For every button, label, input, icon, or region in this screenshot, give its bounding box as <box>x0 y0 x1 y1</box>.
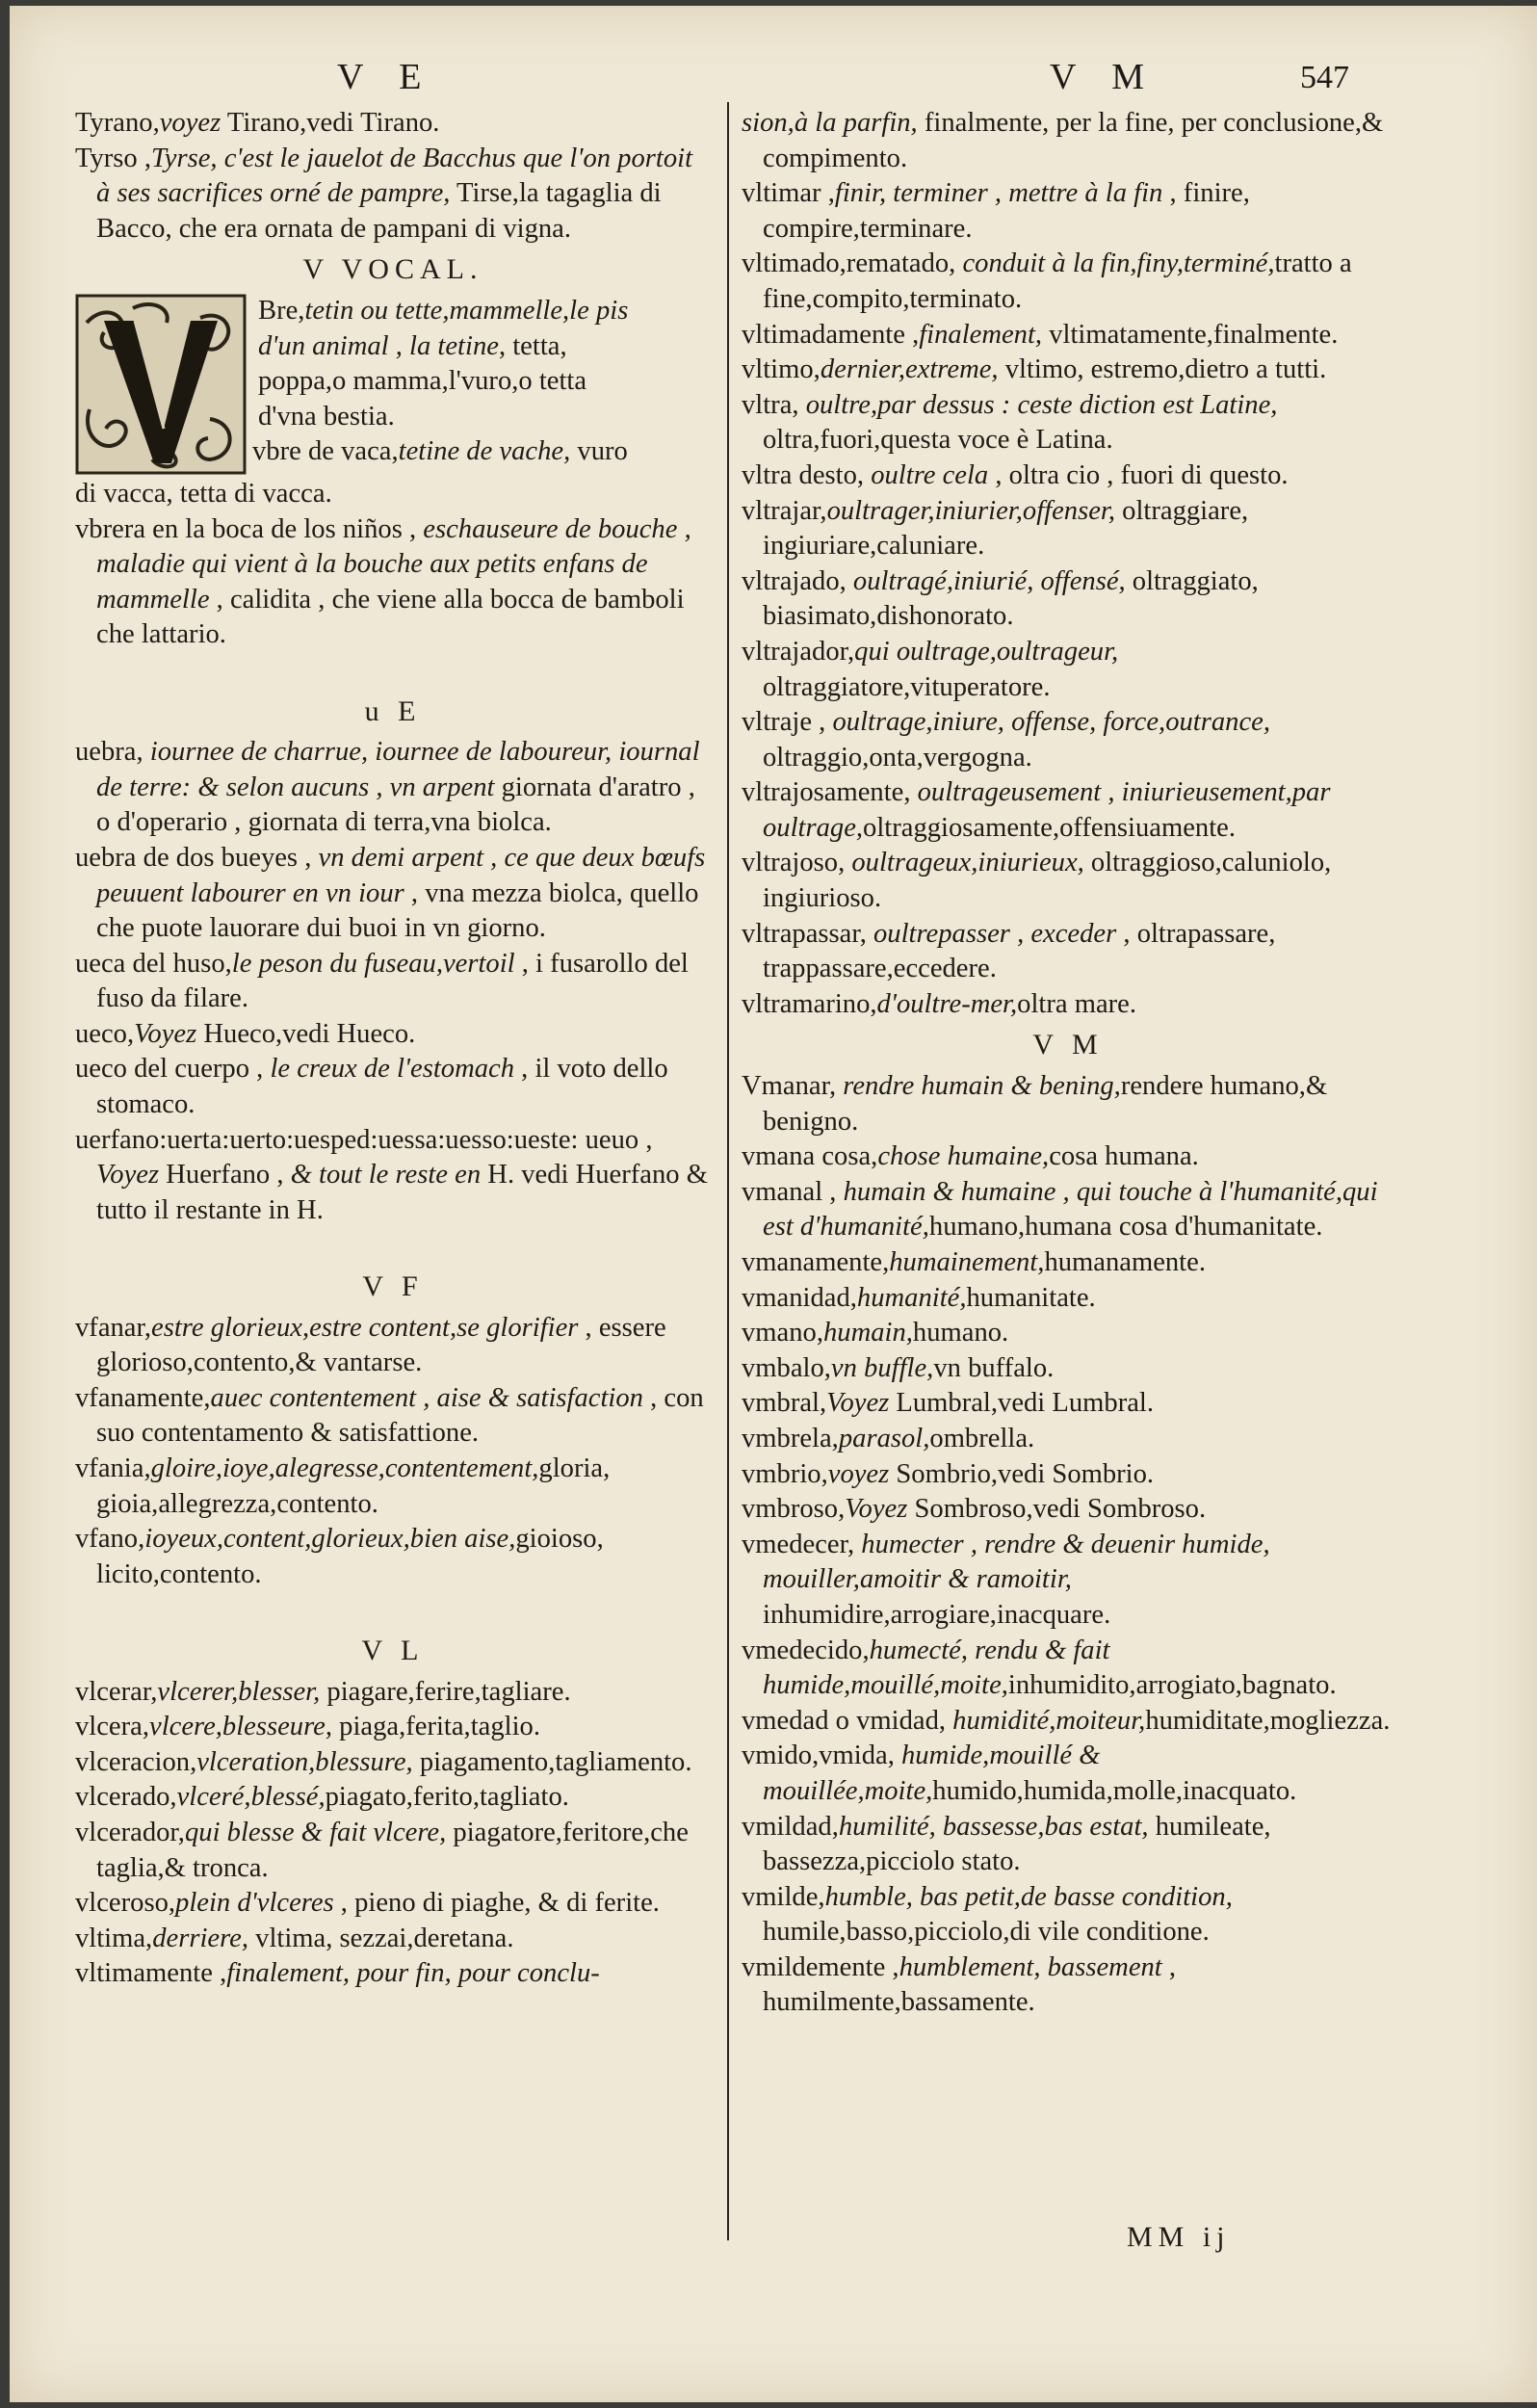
headword: uebra, <box>75 737 143 768</box>
french-gloss: Voyez <box>134 1018 197 1049</box>
french-gloss: sion,à la parfin, <box>742 108 918 138</box>
headword: vlcerador, <box>75 1817 185 1847</box>
dropcap-line <box>258 400 720 435</box>
italian-gloss: humanamente. <box>1044 1247 1206 1277</box>
french-gloss: vn buffle, <box>830 1352 934 1383</box>
italian-gloss: gloria, gioia,allegrezza,contento. <box>96 1453 611 1519</box>
headword: vltimado,rematado, <box>742 249 956 279</box>
headword: Tyrso , <box>75 143 152 173</box>
dictionary-entry <box>742 1281 1394 1317</box>
french-gloss: le creux de l'estomach <box>263 1054 515 1085</box>
italian-gloss: , tetta, <box>498 330 567 361</box>
french-gloss: Tyrse, c'est le jauelot de Bacchus que l'on portoit à ses sacrifices orné de pampre, <box>96 143 693 209</box>
dictionary-entry <box>75 735 711 841</box>
headword: vltimo, <box>742 354 821 385</box>
headword: vltraje , <box>742 707 826 738</box>
italian-gloss: oltraggiosamente,offensiuamente. <box>863 812 1236 843</box>
french-gloss: humilité, bassesse,bas estat, <box>838 1811 1149 1842</box>
headword: vmbrela, <box>742 1423 839 1453</box>
french-gloss: voyez <box>827 1458 890 1489</box>
french-gloss: iournee de charrue, iournee de laboureur, iournal de terre: & selon aucuns , vn arpent <box>96 737 700 802</box>
french-gloss: oultre cela <box>864 459 989 490</box>
dictionary-entry <box>75 1311 711 1381</box>
french-gloss: oultrepasser , exceder <box>866 918 1117 949</box>
headword: vltramarino, <box>742 988 877 1019</box>
dictionary-entry <box>75 1922 711 1957</box>
italian-gloss: vltima, sezzai,deretana. <box>248 1923 514 1953</box>
italian-gloss: oltraggiatore,vituperatore. <box>763 671 1051 702</box>
italian-gloss: humiditate,mogliezza. <box>1145 1705 1391 1736</box>
headword: vmildemente , <box>742 1951 899 1982</box>
french-gloss: Voyez <box>845 1494 908 1525</box>
french-gloss: ioyeux,content,glorieux,bien aise, <box>144 1524 516 1555</box>
headword: vltrajosamente, <box>742 777 911 808</box>
dictionary-entry <box>75 841 711 947</box>
french-gloss: vlcere,blesseure, <box>149 1712 333 1742</box>
french-gloss: & tout le reste en <box>290 1160 482 1191</box>
french-gloss: vlceré,blessé, <box>176 1782 326 1813</box>
french-gloss: oultrageux,iniurieux, <box>845 848 1084 878</box>
italian-gloss: piaga,ferita,taglio. <box>332 1712 540 1742</box>
french-gloss: qui oultrage,oultrageur, <box>854 636 1119 667</box>
dictionary-entry <box>75 947 711 1017</box>
french-gloss: plein d'vlceres <box>175 1888 334 1919</box>
headword: vltrajador, <box>742 636 855 667</box>
french-gloss: vn demi arpent , ce que deux bœufs peuuent labourer en vn iour <box>96 842 706 908</box>
dictionary-entry <box>742 1351 1394 1387</box>
running-head-left: V E <box>337 57 435 97</box>
french-gloss: eschauseure de bouche , maladie qui vient à la bouche aux petits enfans de mammelle <box>96 513 691 615</box>
italian-gloss: vltimatamente,finalmente. <box>1042 319 1339 350</box>
dictionary-entry <box>742 353 1394 388</box>
italian-gloss: cosa humana. <box>1049 1141 1199 1172</box>
italian-gloss: oltra,fuori,questa voce è Latina. <box>763 425 1113 456</box>
french-gloss: Voyez <box>96 1160 160 1191</box>
dictionary-entry <box>742 458 1394 494</box>
headword: vltra, <box>742 389 799 420</box>
italian-gloss: ombrella. <box>929 1423 1035 1453</box>
italian-gloss: tratto a fine,compito,terminato. <box>763 249 1352 314</box>
italian-gloss: oltraggio,onta,vergogna. <box>763 742 1032 772</box>
headword: vfano, <box>75 1524 145 1555</box>
italian-gloss: Hueco,vedi Hueco. <box>196 1018 416 1049</box>
italian-gloss: , con suo contentamento & satisfattione. <box>96 1382 704 1449</box>
italian-gloss: , il voto dello stomaco. <box>96 1054 668 1120</box>
headword: vmilde, <box>742 1881 825 1912</box>
italian-gloss: rendere humano,& benigno. <box>763 1071 1328 1137</box>
headword: vltrajoso, <box>742 848 846 878</box>
italian-gloss: inhumidito,arrogiato,bagnato. <box>1007 1670 1337 1701</box>
french-gloss: vlceration,blessure, <box>196 1746 413 1777</box>
french-gloss: oultre,par dessus : ceste diction est Latine, <box>798 389 1278 420</box>
french-gloss: humain, <box>822 1318 913 1348</box>
headword: vltima, <box>75 1923 153 1953</box>
section-heading: u E <box>364 694 422 727</box>
italian-gloss: humileate, bassezza,picciolo stato. <box>763 1811 1271 1877</box>
french-gloss: humidité,moiteur, <box>946 1705 1146 1736</box>
french-gloss: finalement, pour fin, pour conclu- <box>226 1958 600 1989</box>
french-gloss: d'oultre-mer, <box>876 988 1018 1019</box>
dictionary-entry <box>742 388 1394 458</box>
dropcap-frame <box>75 294 247 475</box>
italian-gloss: , oltra cio , fuori di questo. <box>988 459 1289 490</box>
signature-mark: MM ij <box>1127 2221 1231 2253</box>
french-gloss: humecté, rendu & fait humide,mouillé,moite, <box>763 1635 1110 1701</box>
italian-gloss: Tirano,vedi Tirano. <box>221 108 440 138</box>
italian-gloss: humano. <box>912 1318 1009 1348</box>
italian-gloss: giornata d'aratro , o d'operario , giornata di terra,vna biolca. <box>96 772 695 838</box>
headword: vlcerado, <box>75 1782 177 1813</box>
french-gloss: qui blesse & fait vlcere, <box>184 1817 447 1847</box>
dictionary-entry <box>742 1810 1394 1880</box>
italian-gloss: inhumidire,arrogiare,inacquare. <box>763 1599 1111 1630</box>
headword: ueca del huso, <box>75 948 232 979</box>
dictionary-entry <box>742 1069 1394 1139</box>
headword: vfanar, <box>75 1312 152 1343</box>
headword: Tyrano, <box>75 108 160 138</box>
italian-gloss: humido,humida,molle,inacquato. <box>932 1775 1297 1806</box>
headword: vlceracion, <box>75 1746 197 1777</box>
french-gloss: gloire,ioye,alegresse,contentement, <box>150 1453 539 1483</box>
italian-gloss: finalmente, per la fine, per conclusione,& compimento. <box>763 108 1384 173</box>
french-gloss: oultrager,iniurier,offenser, <box>826 495 1116 526</box>
french-gloss: voyez <box>159 108 221 138</box>
dictionary-entry <box>75 1675 711 1711</box>
headword: Vmanar, <box>742 1071 837 1102</box>
dropcap-tail-line <box>252 434 628 470</box>
dictionary-entry <box>742 635 1394 705</box>
headword: d'vna bestia. <box>258 401 395 432</box>
dictionary-entry <box>742 1316 1394 1351</box>
dictionary-entry <box>742 1175 1394 1245</box>
headword: vmildad, <box>742 1811 839 1842</box>
french-gloss: humble, bas petit,de basse condition, <box>824 1881 1233 1912</box>
french-gloss: derriere, <box>152 1923 249 1953</box>
dictionary-entry <box>742 1880 1394 1950</box>
section-heading: V M <box>1032 1029 1104 1061</box>
headword: ueco del cuerpo , <box>75 1054 264 1085</box>
dictionary-entry <box>742 1422 1394 1457</box>
french-gloss: chose humaine, <box>877 1141 1050 1172</box>
headword: vlceroso, <box>75 1888 176 1919</box>
headword: vltrajado, <box>742 565 847 596</box>
book-page <box>10 6 1537 2402</box>
dictionary-entry <box>742 494 1394 564</box>
dictionary-entry <box>742 1492 1394 1528</box>
italian-gloss: , essere glorioso,contento,& vantarse. <box>96 1312 666 1378</box>
french-gloss: Voyez <box>826 1388 890 1419</box>
headword: vltimadamente , <box>742 319 920 350</box>
italian-gloss: humano,humana cosa d'humanitate. <box>928 1212 1323 1243</box>
dictionary-entry <box>742 564 1394 635</box>
dictionary-entry <box>742 1739 1394 1809</box>
section-heading: V F <box>362 1270 424 1303</box>
french-gloss: humain & humaine , qui touche à l'humanité,qui est d'humanité, <box>763 1176 1378 1243</box>
italian-gloss: , finire, compire,terminare. <box>763 178 1250 244</box>
dropcap-line <box>258 294 720 329</box>
italian-gloss: gioioso, licito,contento. <box>96 1524 604 1589</box>
italian-gloss: piagatore,feritore,che taglia,& tronca. <box>96 1817 689 1883</box>
headword: vmano, <box>742 1318 823 1348</box>
dropcap-line <box>258 364 720 400</box>
headword: uebra de dos bueyes , <box>75 842 312 873</box>
dropcap-line <box>258 329 720 365</box>
italian-gloss: humanitate. <box>966 1282 1096 1313</box>
italian-gloss: H. vedi Huerfano & tutto il restante in H. <box>96 1160 708 1225</box>
dictionary-entry <box>742 846 1394 916</box>
italian-gloss: vltimo, estremo,dietro a tutti. <box>998 354 1327 385</box>
dictionary-entry <box>75 1123 711 1229</box>
spacer <box>75 1592 711 1628</box>
headword: vmbroso, <box>742 1494 846 1525</box>
dictionary-entry <box>75 1886 711 1922</box>
page-number: 547 <box>1300 60 1349 95</box>
french-gloss: parasol, <box>838 1423 930 1453</box>
section-heading: V VOCAL. <box>302 253 483 286</box>
headword: vmedecer, <box>742 1529 855 1559</box>
headword: vltimar , <box>742 178 835 209</box>
french-gloss: tetin ou tette,mammelle,le pis <box>304 295 629 326</box>
dictionary-entry <box>75 1816 711 1886</box>
headword: vmbrio, <box>742 1458 828 1489</box>
italian-gloss: oltra mare. <box>1017 988 1137 1019</box>
italian-gloss: , humilmente,bassamente. <box>763 1951 1177 2018</box>
french-gloss: humide,mouillé & mouillée,moite, <box>763 1741 1101 1806</box>
dictionary-entry <box>742 1528 1394 1634</box>
dictionary-entry <box>75 1956 711 1992</box>
headword: vmbalo, <box>742 1352 831 1383</box>
italian-gloss: vuro <box>570 435 628 466</box>
dropcap-lines <box>258 294 720 434</box>
headword: vfania, <box>75 1453 151 1483</box>
headword: vltra desto, <box>742 459 865 490</box>
french-gloss: conduit à la fin,finy,terminé, <box>955 249 1275 279</box>
headword: vbre de vaca, <box>252 435 399 466</box>
dictionary-entry <box>742 318 1394 353</box>
headword: vlcerar, <box>75 1676 158 1707</box>
initial-letter-entry <box>75 294 711 477</box>
running-head-right: V M <box>1050 57 1159 97</box>
dictionary-entry <box>742 1950 1394 2021</box>
dictionary-entry <box>742 1634 1394 1704</box>
dictionary-entry <box>75 1745 711 1781</box>
dictionary-entry <box>75 142 711 248</box>
headword: vlcera, <box>75 1712 149 1742</box>
dictionary-entry <box>742 1245 1394 1281</box>
headword: vmido,vmida, <box>742 1741 895 1771</box>
french-gloss: estre glorieux,estre content,se glorifier <box>151 1312 579 1343</box>
french-gloss: vlcerer,blesser, <box>157 1676 321 1707</box>
dictionary-entry <box>742 987 1394 1023</box>
dictionary-entry <box>742 176 1394 247</box>
headword: vmbral, <box>742 1388 827 1419</box>
italian-gloss: piagare,ferire,tagliare. <box>320 1676 571 1707</box>
italian-gloss: Sombrio,vedi Sombrio. <box>889 1458 1155 1489</box>
italian-gloss: piagato,ferito,tagliato. <box>325 1782 569 1813</box>
headword: vltrapassar, <box>742 918 867 949</box>
spacer <box>75 1228 711 1264</box>
french-gloss: dernier,extreme, <box>820 354 999 385</box>
right-column <box>742 106 1394 2021</box>
section-heading: V L <box>361 1634 425 1666</box>
dictionary-entry <box>75 1381 711 1452</box>
french-gloss: tetine de vache, <box>398 435 571 466</box>
italian-gloss: Lumbral,vedi Lumbral. <box>889 1388 1155 1419</box>
french-gloss: humainement, <box>889 1247 1045 1277</box>
spacer <box>75 653 711 689</box>
italian-gloss: , pieno di piaghe, & di ferite. <box>333 1888 660 1919</box>
french-gloss: auec contentement , aise & satisfaction <box>210 1382 643 1413</box>
headword: vmedecido, <box>742 1635 870 1665</box>
headword: vltimamente , <box>75 1958 227 1989</box>
headword: vmana cosa, <box>742 1141 878 1172</box>
ornamental-initial-v <box>75 294 247 475</box>
headword: vmanamente, <box>742 1247 890 1277</box>
headword: vmedad o vmidad, <box>742 1705 947 1736</box>
dictionary-entry <box>742 917 1394 987</box>
italian-gloss: oltraggiare, ingiuriare,caluniare. <box>763 495 1249 562</box>
italian-gloss: oltraggioso,caluniolo, ingiurioso. <box>763 848 1332 914</box>
italian-gloss: vn buffalo. <box>933 1352 1055 1383</box>
headword: vltrajar, <box>742 495 827 526</box>
french-gloss: humecter , rendre & deuenir humide, mouiller,amoitir & ramoitir, <box>763 1529 1270 1595</box>
french-gloss: humblement, bassement <box>899 1951 1162 1982</box>
french-gloss: humanité, <box>856 1282 967 1313</box>
dictionary-entry <box>742 1704 1394 1740</box>
french-gloss: oultrage,iniure, offense, force,outrance, <box>825 707 1270 738</box>
dictionary-entry <box>75 1710 711 1745</box>
french-gloss: le peson du fuseau,vertoil <box>231 948 515 979</box>
french-gloss: oultragé,iniurié, offensé, <box>846 565 1126 596</box>
italian-gloss: Tirse,la tagaglia di Bacco, che era ornata de pampani di vigna. <box>96 178 662 244</box>
dictionary-entry <box>742 247 1394 317</box>
dictionary-entry <box>75 1452 711 1522</box>
headword: ueco, <box>75 1018 135 1049</box>
entry-continuation: di vacca, tetta di vacca. <box>75 478 332 509</box>
left-column <box>75 106 711 1992</box>
headword: vmanal , <box>742 1176 837 1207</box>
french-gloss: rendre humain & bening, <box>836 1071 1121 1102</box>
french-gloss: oultrageusement , iniurieusement,par oultrage, <box>763 777 1331 843</box>
dictionary-entry <box>75 106 711 142</box>
french-gloss: d'un animal , la tetine <box>258 330 499 361</box>
italian-gloss: piagamento,tagliamento. <box>412 1746 692 1777</box>
headword: uerfano:uerta:uerto:uesped:uessa:uesso:ueste: ueuo , <box>75 1124 653 1155</box>
french-gloss: finir, terminer , mettre à la fin <box>834 178 1163 209</box>
italian-gloss: , calidita , che viene alla bocca de bamboli che lattario. <box>96 584 685 650</box>
italian-gloss: , vna mezza biolca, quello che puote lauorare dui buoi in vn giorno. <box>96 877 699 944</box>
dictionary-entry <box>75 1052 711 1122</box>
italian-gloss: humile,basso,picciolo,di vile conditione. <box>763 1917 1210 1948</box>
dictionary-entry <box>742 1386 1394 1422</box>
headword: vbrera en la boca de los niños , <box>75 513 417 544</box>
dictionary-entry <box>75 1522 711 1592</box>
dictionary-entry <box>742 705 1394 775</box>
dictionary-entry <box>742 775 1394 846</box>
headword: Bre, <box>258 295 305 326</box>
headword: vmanidad, <box>742 1282 857 1313</box>
italian-gloss: Huerfano , <box>159 1160 291 1191</box>
french-gloss: finalement, <box>919 319 1043 350</box>
dictionary-entry <box>75 1780 711 1816</box>
italian-gloss: Sombroso,vedi Sombroso. <box>907 1494 1207 1525</box>
dictionary-entry <box>75 512 711 653</box>
italian-gloss: oltraggiato, biasimato,dishonorato. <box>763 565 1259 632</box>
column-divider <box>727 102 729 2240</box>
dictionary-entry <box>75 1017 711 1053</box>
italian-gloss: , i fusarollo del fuso da filare. <box>96 948 689 1014</box>
headword: poppa,o mamma,l'vuro,o tetta <box>258 366 587 397</box>
dictionary-entry <box>742 1457 1394 1493</box>
dictionary-entry <box>742 106 1394 176</box>
italian-gloss: , oltrapassare, trappassare,eccedere. <box>763 918 1276 984</box>
headword: vfanamente, <box>75 1382 211 1413</box>
dictionary-entry <box>742 1139 1394 1175</box>
